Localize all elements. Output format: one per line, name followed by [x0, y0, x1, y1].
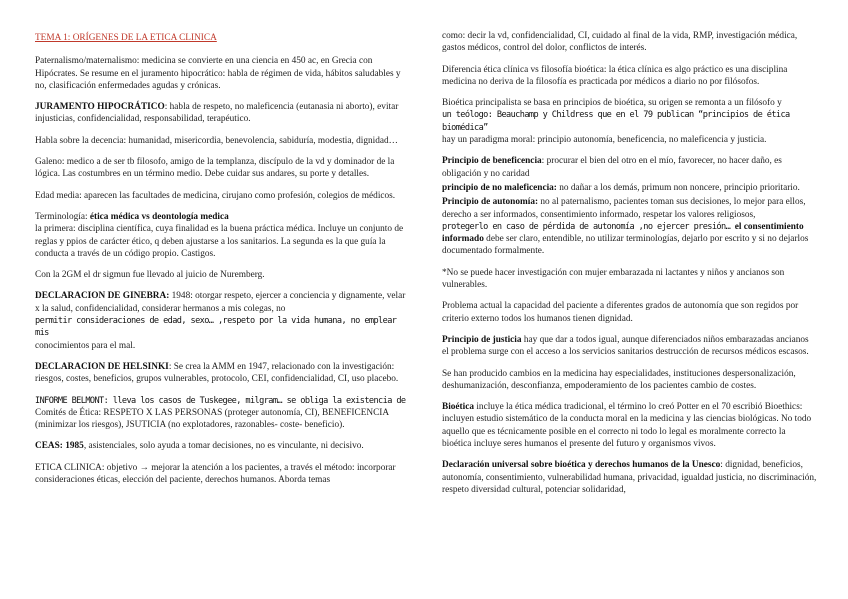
paragraph-autonomia: [442, 196, 817, 257]
text-principalista: Bioética principalista se basa en principios de bioética, su origen se remonta a un filósofo y: [442, 98, 782, 109]
text-autonomia: no al paternalismo, pacientes toman sus decisiones, lo mejor para ellos, derecho a ser informados, consentimiento informado, respetar los valores religiosos,: [442, 197, 806, 220]
text-juramento: : habla de respeto, no maleficencia (eutanasia ni aborto), evitar injusticias, confidencialidad, responsabilidad, terapéutico.: [35, 102, 399, 125]
handwritten-belmont: INFORME BELMONT: lleva los casos de Tuskegee, milgram… se obliga la existencia de: [35, 395, 406, 406]
paragraph-belmont: [35, 395, 408, 432]
heading-autonomia: Principio de autonomía:: [442, 197, 539, 208]
paragraph-ginebra: [35, 290, 408, 351]
text-justicia: hay que dar a todos igual, aunque diferenciados niños embarazadas ancianos el problema surge con el acceso a los servicios sanitarios destrucción de recursos médicos escasos.: [442, 334, 809, 358]
paragraph-paternalismo: Paternalismo/maternalismo: medicina se convierte en una ciencia en 450 ac, en Grecia con Hipócrates. Se resume en el juramento hipocrático: habla de régimen de vida, hábitos saludables y no, clasificación enfermedades agudas y crónicas.: [35, 56, 401, 91]
heading-bioetica: Bioética: [442, 402, 475, 413]
text-unesco: : dignidad, beneficios, autonomía, consentimiento, vulnerabilidad humana, privacidad, igualdad justicia, no discriminación, respeto diversidad cultural, potenciar solidaridad,: [442, 460, 817, 495]
paragraph-temas: como: decir la vd, confidencialidad, CI, cuidado al final de la vida, RMP, investigación médica, gastos médicos, control del dolor, conflictos de interés.: [442, 31, 798, 54]
page-title: TEMA 1: ORÍGENES DE LA ETICA CLINICA: [35, 33, 217, 43]
text-ceas: , asistenciales, solo ayuda a tomar decisiones, no es vinculante, ni decisivo.: [83, 441, 364, 452]
heading-unesco: Declaración universal sobre bioética y derechos humanos de la Unesco: [442, 460, 721, 471]
paragraph-no-maleficencia: [442, 182, 817, 194]
paragraph-galeno: Galeno: medico a de ser tb filosofo, amigo de la templanza, discípulo de la vd y dominador de la lógica. Las costumbres en un término medio. Debe cuidar sus andares, su porte y detalles.: [35, 157, 395, 180]
heading-helsinki: DECLARACION DE HELSINKI: [35, 361, 169, 372]
paragraph-justicia: [442, 334, 817, 359]
paragraph-decencia: Habla sobre la decencia: humanidad, misericordia, benevolencia, sabiduría, modestia, dignidad…: [35, 135, 398, 146]
handwritten-autonomia: protegerlo en caso de pérdida de autonomía ,no ejercer presión…: [442, 221, 735, 232]
left-column: [35, 32, 408, 495]
heading-ceas: CEAS: 1985: [35, 441, 84, 452]
paragraph-cambios: Se han producido cambios en la medicina hay especialidades, instituciones despersonalización, deshumanización, desconfianza, empoderamiento de los pacientes cambio de costes.: [442, 368, 796, 391]
text-principalista-end: hay un paradigma moral: principio autonomía, beneficencia, no maleficencia y justicia.: [442, 135, 767, 146]
paragraph-nuremberg: Con la 2GM el dr sigmun fue llevado al juicio de Nuremberg.: [35, 270, 265, 281]
paragraph-terminologia: [35, 211, 408, 260]
heading-ginebra: DECLARACION DE GINEBRA:: [35, 291, 170, 302]
paragraph-helsinki: [35, 361, 408, 386]
paragraph-juramento: [35, 101, 408, 126]
text-no-maleficencia: no dañar a los demás, primum non noncere, principio prioritario.: [556, 182, 800, 193]
paragraph-etica-clinica: ETICA CLINICA: objetivo → mejorar la atención a los pacientes, a través el método: incorporar consideraciones éticas, elección del paciente, derechos humanos. Aborda temas: [35, 462, 396, 486]
heading-juramento: JURAMENTO HIPOCRÁTICO: [35, 102, 165, 113]
heading-beneficencia: Principio de beneficencia: [442, 156, 542, 167]
heading-consentimiento: el consentimiento informado: [442, 221, 804, 245]
text-terminologia-label: Terminología:: [35, 211, 90, 222]
paragraph-problema: Problema actual la capacidad del paciente a diferentes grados de autonomía que son regidos por criterio externo todos los humanos tienen dignidad.: [442, 301, 799, 324]
text-belmont: Comités de Ética: RESPETO X LAS PERSONAS (proteger autonomía, CI), BENEFICENCIA (minimizar los riesgos), JSUTICIA (no explotadores, razonables- coste- beneficio).: [35, 407, 389, 431]
paragraph-bioetica: [442, 401, 817, 450]
text-bioetica: incluye la ética médica tradicional, el término lo creó Potter en el 70 escribió Bioethics: incluyen estudio sistemático de la conducta moral en la medicina y las ciencias biológicas. No todo aquello que es técnicamente posible en el correcto ni todo lo legal es moralmente correcto la bioética incluye seres humanos el presente del futuro y organismos vivos.: [442, 402, 812, 450]
paragraph-edad-media: Edad media: aparecen las facultades de medicina, cirujano como profesión, colegios de médicos.: [35, 190, 396, 201]
paragraph-ceas: [35, 440, 408, 452]
text-beneficencia: : procurar el bien del otro en el mío, favorecer, no hacer daño, es obligación y no caridad: [442, 156, 782, 179]
heading-justicia: Principio de justicia: [442, 334, 522, 345]
text-consentimiento: debe ser claro, entendible, no utilizar terminologías, dejarlo por escrito y si no dejarlos documentado formalmente.: [442, 234, 809, 257]
text-terminologia: la primera: disciplina científica, cuya finalidad es la buena práctica médica. Incluye un conjunto de reglas y ppios de carácter ético, q deben ajustarse a los sanitarios. La segunda es la que guía la conducta a través de un código propio. Castigos.: [35, 224, 404, 259]
paragraph-principalista: [442, 97, 817, 146]
heading-terminologia: ética médica vs deontología medica: [89, 211, 229, 222]
text-ginebra: 1948: otorgar respeto, ejercer a conciencia y dignamente, velar x la salud, confidencialidad, considerar hermanos a mis colegas, no: [35, 291, 406, 314]
right-column: [442, 30, 817, 505]
paragraph-beneficencia: [442, 155, 817, 180]
paragraph-diferencia: Diferencia ética clínica vs filosofía bioética: la ética clínica es algo práctico es una disciplina medicina no deriva de la filosofía es practicada por médicos a diario no por filósofos.: [442, 64, 788, 87]
handwritten-ginebra: permitir consideraciones de edad, sexo… ,respeto por la vida humana, no emplear mis: [35, 316, 397, 339]
paragraph-investigacion: *No se puede hacer investigación con mujer embarazada ni lactantes y niños y ancianos son vulnerables.: [442, 267, 785, 291]
text-helsinki: : Se crea la AMM en 1947, relacionado con la investigación: riesgos, costes, beneficios, grupos vulnerables, protocolo, CEI, confidencialidad, CI, uso placebo.: [35, 361, 399, 385]
text-ginebra-end: conocimientos para el mal.: [35, 340, 136, 351]
handwritten-principalista: un teólogo: Beauchamp y Childress que en el 79 publican “principios de ética biomédica”: [442, 110, 790, 133]
paragraph-unesco: [442, 459, 817, 496]
heading-no-maleficencia: principio de no maleficencia:: [442, 182, 557, 193]
